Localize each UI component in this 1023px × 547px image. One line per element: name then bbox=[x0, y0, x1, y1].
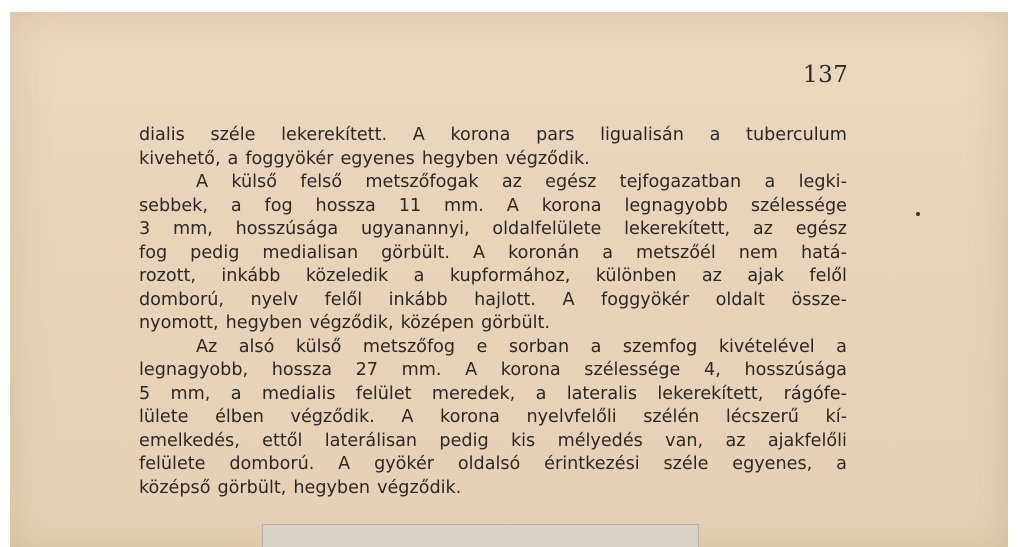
text-line: 5 mm, a medialis felület meredek, a lateralis lekerekített, rágófe- bbox=[139, 383, 847, 404]
text-line: emelkedés, ettől laterálisan pedig kis mélyedés van, az ajakfelőli bbox=[139, 430, 847, 451]
text-line: legnagyobb, hossza 27 mm. A korona szélessége 4, hosszúsága bbox=[139, 360, 847, 380]
ink-speck bbox=[916, 212, 920, 216]
text-line: dialis széle lekerekített. A korona pars ligualisán a tuberculum bbox=[139, 125, 847, 145]
text-line: nyomott, hegyben végződik, középen görbült. bbox=[139, 313, 550, 333]
text-line: Az alsó külső metszőfog e sorban a szemfog kivételével a bbox=[196, 336, 847, 357]
text-line: rozott, inkább közeledik a kupformához, különben az ajak felől bbox=[139, 266, 847, 286]
text-line: A külső felső metszőfogak az egész tejfogazatban a legki- bbox=[196, 172, 847, 192]
book-page bbox=[10, 12, 1008, 547]
text-line: középső görbült, hegyben végződik. bbox=[139, 477, 462, 498]
page-number: 137 bbox=[803, 62, 849, 88]
text-line: sebbek, a fog hossza 11 mm. A korona legnagyobb szélessége bbox=[139, 195, 847, 216]
text-line: fog pedig medialisan görbült. A koronán a metszőél nem hatá- bbox=[139, 242, 847, 263]
text-line: 3 mm, hosszúsága ugyanannyi, oldalfelülete lekerekített, az egész bbox=[139, 219, 847, 239]
text-line: domború, nyelv felől inkább hajlott. A foggyökér oldalt össze- bbox=[139, 289, 847, 310]
body-text bbox=[139, 124, 847, 500]
figure-plate-top-edge bbox=[262, 524, 699, 547]
text-line: kivehető, a foggyökér egyenes hegyben végződik. bbox=[139, 148, 590, 169]
text-line: lülete élben végződik. A korona nyelvfelőli szélén lécszerű kí- bbox=[139, 407, 847, 427]
text-line: felülete domború. A gyökér oldalsó érintkezési széle egyenes, a bbox=[139, 454, 847, 474]
